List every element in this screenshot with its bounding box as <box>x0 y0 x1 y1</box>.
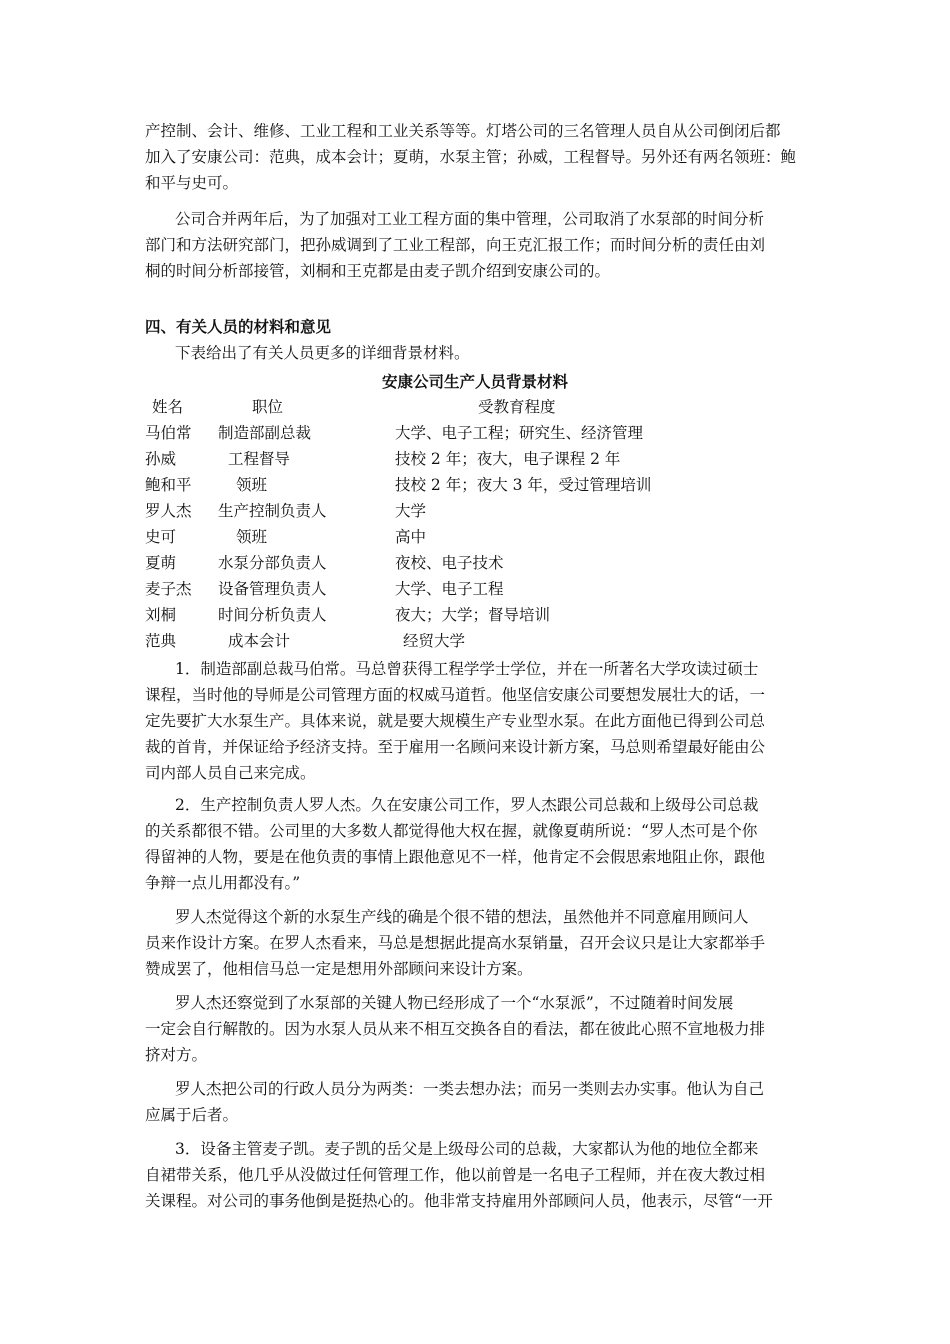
table-cell-position: 时间分析负责人 <box>218 606 327 624</box>
table-cell-education: 夜校、电子技术 <box>395 554 504 572</box>
table-title: 安康公司生产人员背景材料 <box>381 372 568 391</box>
body-line: 司内部人员自己来完成。 <box>145 764 316 782</box>
table-header-position: 职位 <box>252 398 284 416</box>
table-intro: 下表给出了有关人员更多的详细背景材料。 <box>175 344 470 362</box>
body-line: 定先要扩大水泵生产。具体来说，就是要大规模生产专业型水泵。在此方面他已得到公司总 <box>145 712 766 730</box>
table-cell-education: 大学、电子工程 <box>395 580 504 598</box>
table-cell-name: 麦子杰 <box>145 580 192 598</box>
table-cell-education: 经贸大学 <box>403 632 466 650</box>
body-line: 一定会自行解散的。因为水泵人员从来不相互交换各自的看法，都在彼此心照不宣地极力排 <box>145 1020 766 1038</box>
table-cell-education: 大学 <box>395 502 427 520</box>
table-cell-position: 设备管理负责人 <box>218 580 327 598</box>
table-cell-position: 工程督导 <box>228 450 291 468</box>
table-cell-position: 领班 <box>236 528 268 546</box>
table-header-education: 受教育程度 <box>478 398 556 416</box>
body-line: 争辩一点儿用都没有。” <box>145 874 301 892</box>
merge-line: 公司合并两年后，为了加强对工业工程方面的集中管理，公司取消了水泵部的时间分析 <box>175 210 765 228</box>
table-header-name: 姓名 <box>152 398 184 416</box>
table-cell-name: 史可 <box>145 528 177 546</box>
table-cell-name: 范典 <box>145 632 177 650</box>
intro-line: 加入了安康公司：范典，成本会计；夏萌，水泵主管；孙威，工程督导。另外还有两名领班：鲍 <box>145 148 797 166</box>
table-cell-name: 刘桐 <box>145 606 177 624</box>
body-line: 裁的首肯，并保证给予经济支持。至于雇用一名顾问来设计新方案，马总则希望最好能由公 <box>145 738 766 756</box>
body-line: 的关系都很不错。公司里的大多数人都觉得他大权在握，就像夏萌所说：“罗人杰可是个你 <box>145 822 758 840</box>
table-cell-education: 技校 2 年；夜大，电子课程 2 年 <box>395 450 621 468</box>
merge-line: 部门和方法研究部门，把孙威调到了工业工程部，向王克汇报工作；而时间分析的责任由刘 <box>145 236 766 254</box>
table-cell-position: 水泵分部负责人 <box>218 554 327 572</box>
table-cell-position: 制造部副总裁 <box>218 424 312 442</box>
table-cell-position: 成本会计 <box>228 632 291 650</box>
table-cell-name: 罗人杰 <box>145 502 192 520</box>
body-line: 自裙带关系，他几乎从没做过任何管理工作，他以前曾是一名电子工程师，并在夜大教过相 <box>145 1166 766 1184</box>
intro-line: 产控制、会计、维修、工业工程和工业关系等等。灯塔公司的三名管理人员自从公司倒闭后都 <box>145 122 781 140</box>
intro-line: 和平与史可。 <box>145 174 239 192</box>
table-cell-education: 大学、电子工程；研究生、经济管理 <box>395 424 644 442</box>
table-cell-position: 领班 <box>236 476 268 494</box>
table-cell-name: 马伯常 <box>145 424 192 442</box>
table-cell-education: 技校 2 年；夜大 3 年，受过管理培训 <box>395 476 652 494</box>
body-line: 课程，当时他的导师是公司管理方面的权威马道哲。他坚信安康公司要想发展壮大的话，一 <box>145 686 766 704</box>
body-line: 赞成罢了，他相信马总一定是想用外部顾问来设计方案。 <box>145 960 533 978</box>
body-line: 2．生产控制负责人罗人杰。久在安康公司工作，罗人杰跟公司总裁和上级母公司总裁 <box>175 796 759 814</box>
table-cell-education: 夜大；大学；督导培训 <box>395 606 551 624</box>
body-line: 得留神的人物，要是在他负责的事情上跟他意见不一样，他肯定不会假思索地阻止你，跟他 <box>145 848 766 866</box>
table-cell-name: 夏萌 <box>145 554 177 572</box>
body-line: 罗人杰觉得这个新的水泵生产线的确是个很不错的想法，虽然他并不同意雇用顾问人 <box>175 908 749 926</box>
table-cell-position: 生产控制负责人 <box>218 502 327 520</box>
body-line: 员来作设计方案。在罗人杰看来，马总是想据此提高水泵销量，召开会议只是让大家都举手 <box>145 934 766 952</box>
body-line: 3．设备主管麦子凯。麦子凯的岳父是上级母公司的总裁，大家都认为他的地位全都来 <box>175 1140 759 1158</box>
merge-line: 桐的时间分析部接管，刘桐和王克都是由麦子凯介绍到安康公司的。 <box>145 262 611 280</box>
body-line: 罗人杰把公司的行政人员分为两类：一类去想办法；而另一类则去办实事。他认为自己 <box>175 1080 765 1098</box>
body-line: 罗人杰还察觉到了水泵部的关键人物已经形成了一个“水泵派”，不过随着时间发展 <box>175 994 734 1012</box>
table-cell-education: 高中 <box>395 528 427 546</box>
body-line: 1．制造部副总裁马伯常。马总曾获得工程学学士学位，并在一所著名大学攻读过硕士 <box>175 660 759 678</box>
table-cell-name: 孙威 <box>145 450 177 468</box>
section-heading: 四、有关人员的材料和意见 <box>145 317 332 336</box>
body-line: 关课程。对公司的事务他倒是挺热心的。他非常支持雇用外部顾问人员，他表示，尽管“一开 <box>145 1192 773 1210</box>
body-line: 应属于后者。 <box>145 1106 239 1124</box>
table-cell-name: 鲍和平 <box>145 476 192 494</box>
body-line: 挤对方。 <box>145 1046 208 1064</box>
